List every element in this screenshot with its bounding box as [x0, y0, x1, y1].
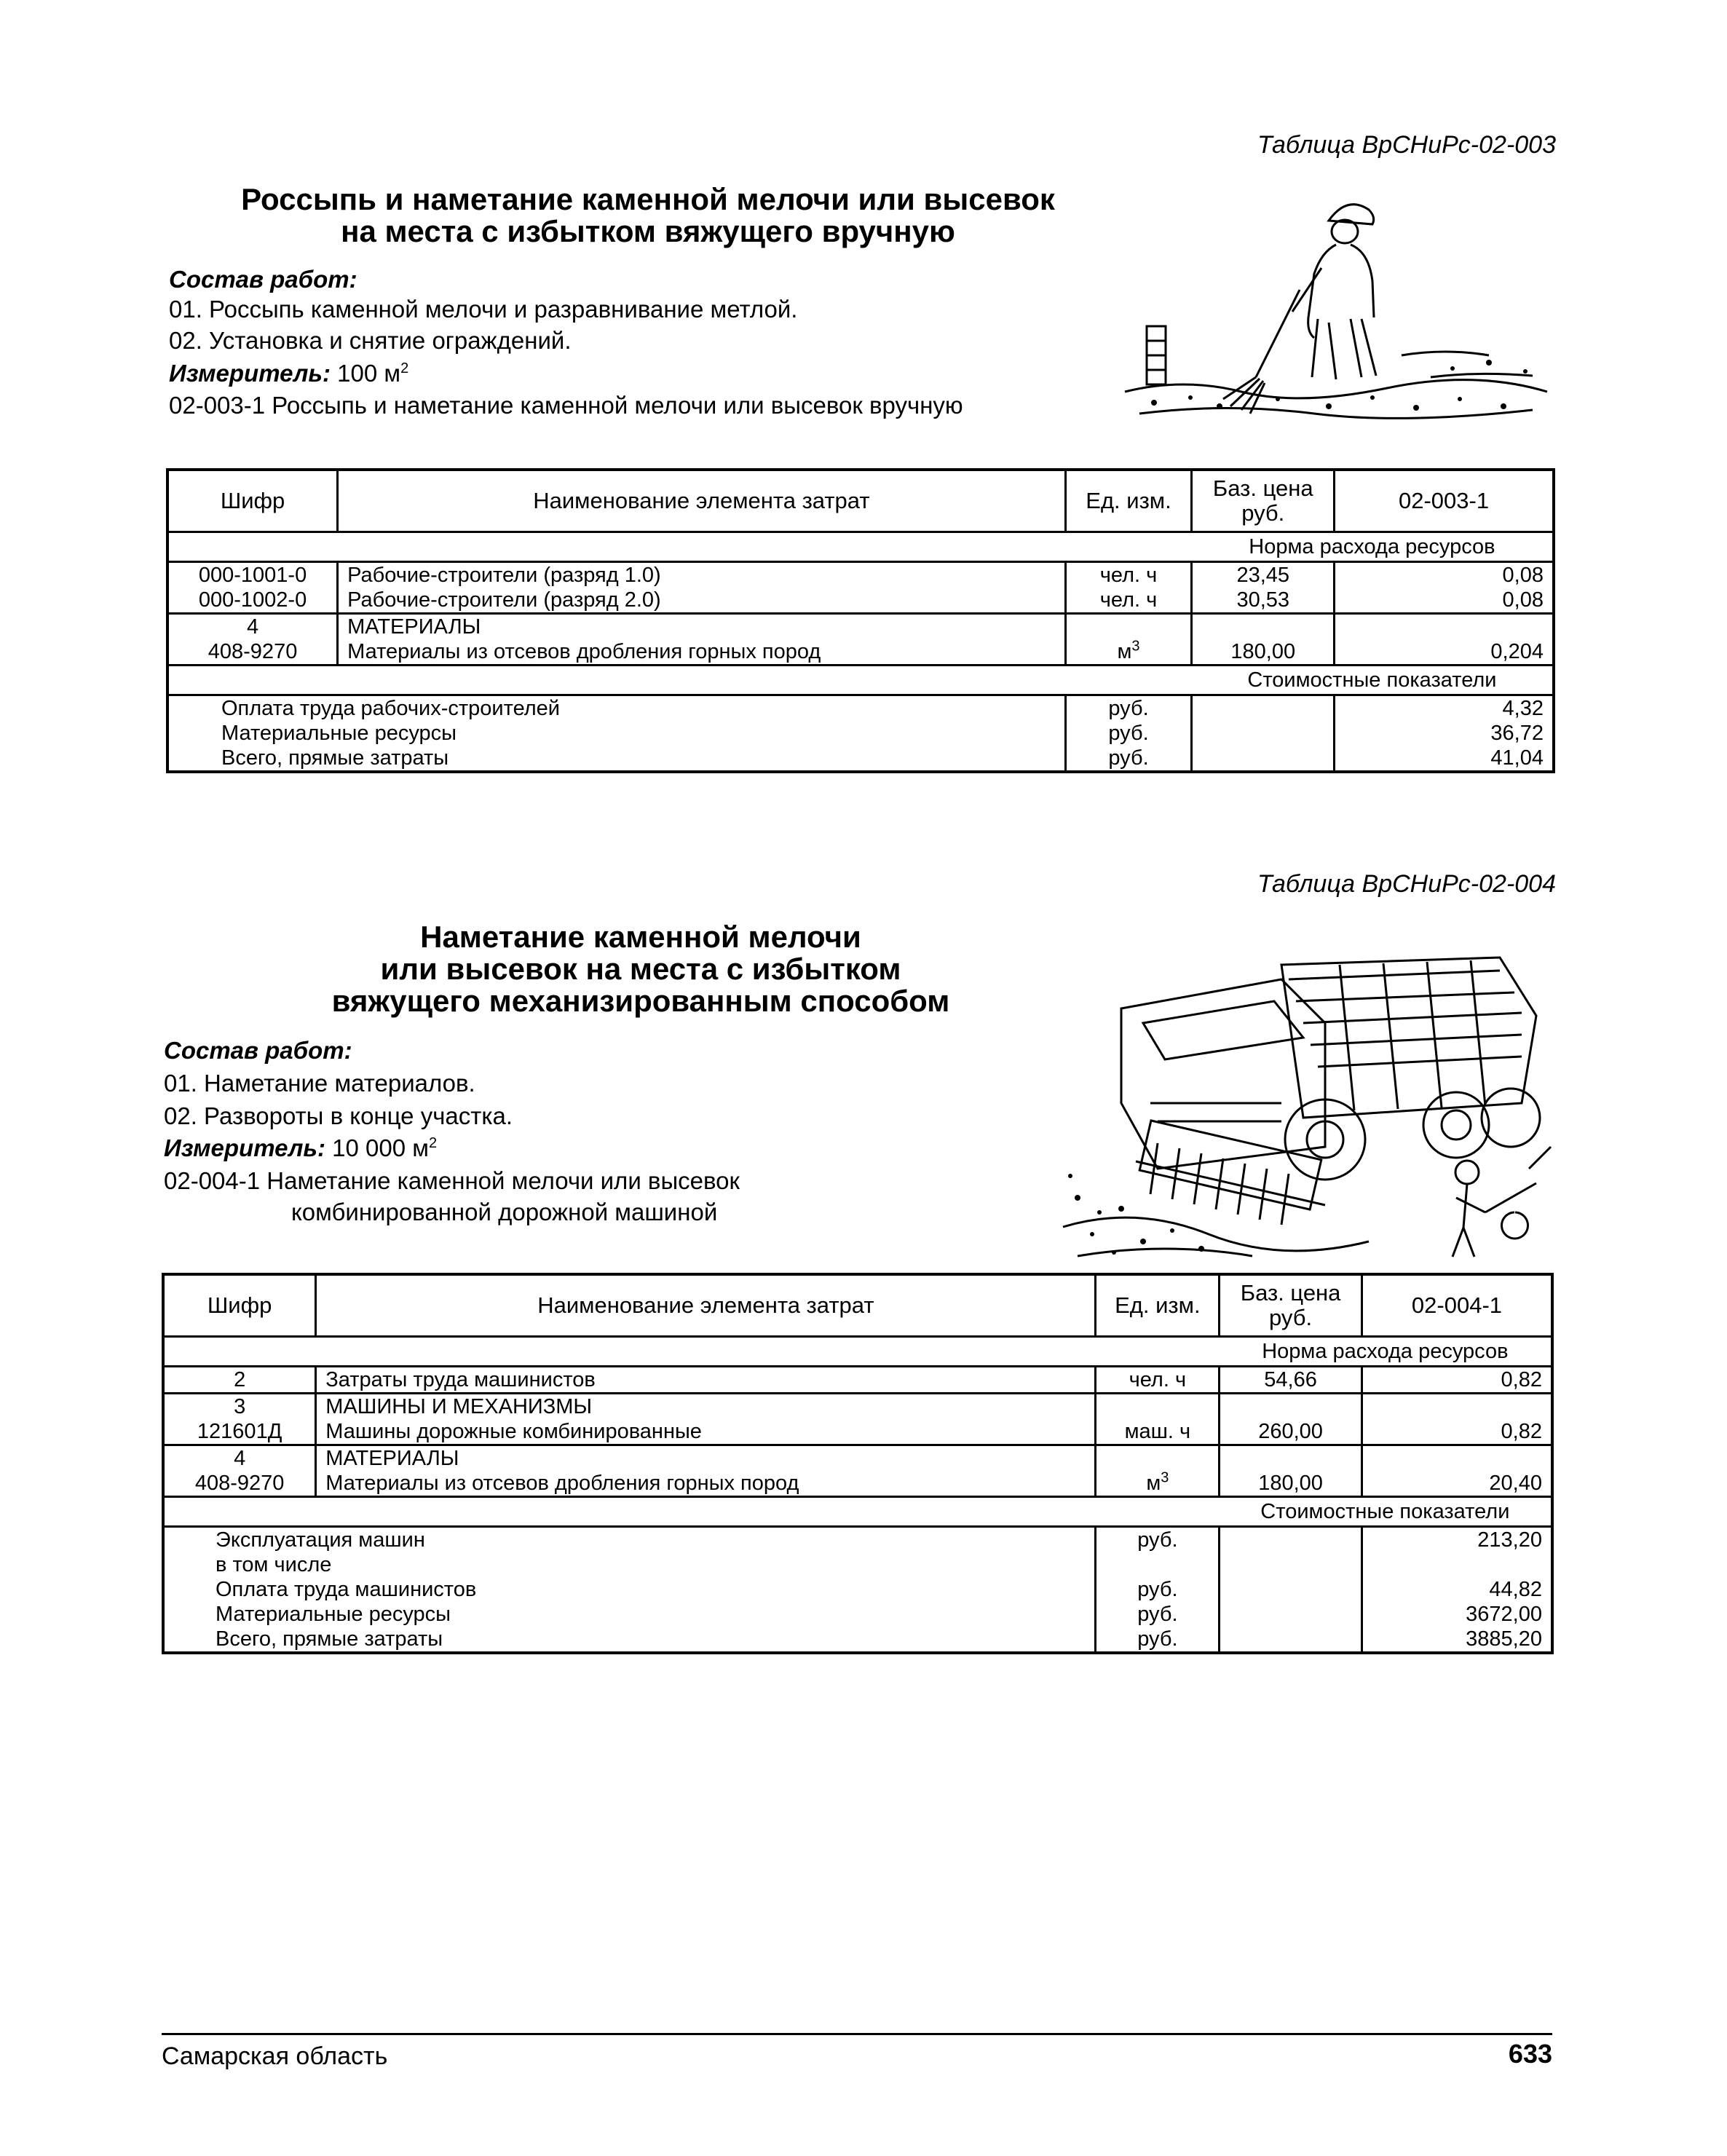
measure-label: Измеритель: — [169, 360, 331, 387]
cost-value: 3885,20 — [1362, 1627, 1552, 1653]
cost-unit: руб. — [1065, 746, 1192, 772]
cell-unit: $м^3$ — [1096, 1471, 1220, 1497]
cell-code: 408-9270 — [194, 1472, 285, 1495]
cell-price: 260,00 — [1220, 1419, 1362, 1445]
cell-code: 000-1002-0 — [198, 588, 307, 612]
cost-label: Стоимостные показатели — [1220, 1497, 1552, 1527]
cost-table — [162, 1273, 1554, 1654]
table-row — [163, 1471, 1552, 1497]
table-header-row — [167, 470, 1554, 532]
title-line: Наметание каменной мелочи — [420, 920, 861, 954]
cell-value: 0,204 — [1335, 639, 1554, 666]
measure-line — [164, 1134, 437, 1163]
table-row — [163, 1394, 1552, 1420]
cell-price: 180,00 — [1192, 639, 1335, 666]
cost-name: Всего, прямые затраты — [221, 746, 449, 770]
cost-name: Эксплуатация машин — [163, 1527, 1096, 1553]
cell-code: 4 — [163, 1445, 316, 1472]
table-header-row — [163, 1274, 1552, 1337]
cost-table — [166, 468, 1555, 773]
footer-rule — [162, 2033, 1552, 2035]
norm-label: Норма расхода ресурсов — [1192, 532, 1554, 562]
table-caption: Таблица ВрСНиРс-02-003 — [1257, 131, 1556, 159]
cell-code: 3 — [163, 1394, 316, 1420]
column-header: Ед. изм. — [1065, 470, 1192, 532]
cell-name: Рабочие-строители (разряд 2.0) — [338, 588, 1066, 614]
cell-value: 20,40 — [1362, 1471, 1552, 1497]
column-header: Баз. цена руб. — [1192, 470, 1335, 532]
cost-value: 4,32 — [1335, 695, 1554, 722]
composition-item: 01. Наметание материалов. — [164, 1070, 475, 1097]
cell-name: МАТЕРИАЛЫ — [316, 1445, 1096, 1472]
cost-value: 44,82 — [1362, 1577, 1552, 1602]
cost-label: Стоимостные показатели — [1192, 666, 1554, 695]
table-row — [167, 588, 1554, 614]
column-header: Баз. цена руб. — [1220, 1274, 1362, 1337]
code-line: 02-003-1 Россыпь и наметание каменной мелочи или высевок вручную — [169, 392, 963, 419]
section-title — [240, 921, 1041, 1017]
composition-item: 02. Развороты в конце участка. — [164, 1102, 513, 1129]
table-caption: Таблица ВрСНиРс-02-004 — [1257, 870, 1556, 898]
table-row — [167, 614, 1554, 640]
cell-name: Рабочие-строители (разряд 1.0) — [338, 562, 1066, 588]
composition-label: Состав работ: — [169, 266, 357, 293]
cell-code: 408-9270 — [208, 640, 298, 663]
column-header: Шифр — [163, 1274, 316, 1337]
cell-unit: маш. ч — [1096, 1419, 1220, 1445]
table-row — [167, 562, 1554, 588]
cell-value: 0,82 — [1362, 1419, 1552, 1445]
road-machine-illustration — [1048, 921, 1573, 1271]
table-row — [163, 1367, 1552, 1394]
measure-value: 100 м — [337, 360, 401, 387]
code-line-continuation: комбинированной дорожной машиной — [291, 1199, 718, 1225]
cell-value: 0,08 — [1335, 562, 1554, 588]
measure-sup: 2 — [400, 360, 409, 376]
composition-label: Состав работ: — [164, 1037, 352, 1064]
title-line: вяжущего механизированным способом — [331, 984, 950, 1018]
cell-unit: чел. ч — [1065, 562, 1192, 588]
composition-item: 01. Россыпь каменной мелочи и разравнивание метлой. — [169, 296, 798, 323]
column-header: Шифр — [167, 470, 338, 532]
cost-name: Оплата труда машинистов — [216, 1578, 477, 1601]
cost-name: Всего, прямые затраты — [216, 1627, 443, 1651]
cell-name: МАШИНЫ И МЕХАНИЗМЫ — [316, 1394, 1096, 1420]
measure-value: 10 000 м — [332, 1134, 429, 1161]
cell-code: 000-1001-0 — [167, 562, 338, 588]
cell-code: 121601Д — [197, 1420, 282, 1443]
cost-unit: руб. — [1096, 1627, 1220, 1653]
page-number: 633 — [1508, 2039, 1552, 2069]
cell-name: Материалы из отсевов дробления горных пород — [338, 639, 1066, 666]
cost-value: 3672,00 — [1362, 1602, 1552, 1627]
cost-unit: руб. — [1096, 1602, 1220, 1627]
cost-row — [163, 1627, 1552, 1653]
footer-region: Самарская область — [162, 2042, 388, 2070]
measure-sup: 2 — [428, 1135, 438, 1151]
norm-label: Норма расхода ресурсов — [1220, 1337, 1552, 1367]
cell-price: 30,53 — [1192, 588, 1335, 614]
cost-value: 36,72 — [1335, 721, 1554, 746]
cost-name: Материальные ресурсы — [216, 1603, 451, 1626]
cell-price: 54,66 — [1220, 1367, 1362, 1394]
cell-unit: чел. ч — [1096, 1367, 1220, 1394]
column-header: 02-004-1 — [1362, 1274, 1552, 1337]
table-row — [167, 639, 1554, 666]
cost-unit: руб. — [1065, 695, 1192, 722]
cell-code: 4 — [167, 614, 338, 640]
cell-price: 23,45 — [1192, 562, 1335, 588]
column-header: 02-003-1 — [1335, 470, 1554, 532]
title-line: Россыпь и наметание каменной мелочи или высевок — [241, 182, 1055, 216]
cost-unit: руб. — [1096, 1527, 1220, 1553]
cost-unit: руб. — [1096, 1577, 1220, 1602]
column-header: Ед. изм. — [1096, 1274, 1220, 1337]
cost-row — [163, 1602, 1552, 1627]
cell-unit: чел. ч — [1065, 588, 1192, 614]
cost-name: в том числе — [216, 1553, 332, 1576]
cost-unit: руб. — [1065, 721, 1192, 746]
cost-row — [163, 1527, 1552, 1553]
cost-row — [167, 695, 1554, 722]
section-title — [175, 183, 1121, 248]
cost-name: Оплата труда рабочих-строителей — [167, 695, 1065, 722]
cost-name: Материальные ресурсы — [221, 722, 457, 745]
worker-sweeping-illustration — [1110, 181, 1562, 439]
cost-row — [163, 1552, 1552, 1577]
title-line: или высевок на места с избытком — [380, 952, 901, 986]
cost-value: 213,20 — [1362, 1527, 1552, 1553]
cell-name: МАТЕРИАЛЫ — [338, 614, 1066, 640]
measure-line — [169, 359, 408, 388]
cell-value: 0,82 — [1362, 1367, 1552, 1394]
cell-unit: $м^3$ — [1065, 639, 1192, 666]
cost-value: 41,04 — [1335, 746, 1554, 772]
cost-row — [163, 1577, 1552, 1602]
column-header: Наименование элемента затрат — [338, 470, 1066, 532]
table-row — [163, 1419, 1552, 1445]
cell-name: Затраты труда машинистов — [316, 1367, 1096, 1394]
title-line: на места с избытком вяжущего вручную — [341, 214, 955, 248]
code-line: 02-004-1 Наметание каменной мелочи или высевок — [164, 1167, 740, 1194]
measure-label: Измеритель: — [164, 1134, 325, 1161]
cost-row — [167, 746, 1554, 772]
cell-price: 180,00 — [1220, 1471, 1362, 1497]
cell-value: 0,08 — [1335, 588, 1554, 614]
cost-row — [167, 721, 1554, 746]
table-row — [163, 1445, 1552, 1472]
cell-name: Материалы из отсевов дробления горных пород — [316, 1471, 1096, 1497]
column-header: Наименование элемента затрат — [316, 1274, 1096, 1337]
composition-item: 02. Установка и снятие ограждений. — [169, 327, 572, 354]
cell-name: Машины дорожные комбинированные — [316, 1419, 1096, 1445]
cell-code: 2 — [163, 1367, 316, 1394]
